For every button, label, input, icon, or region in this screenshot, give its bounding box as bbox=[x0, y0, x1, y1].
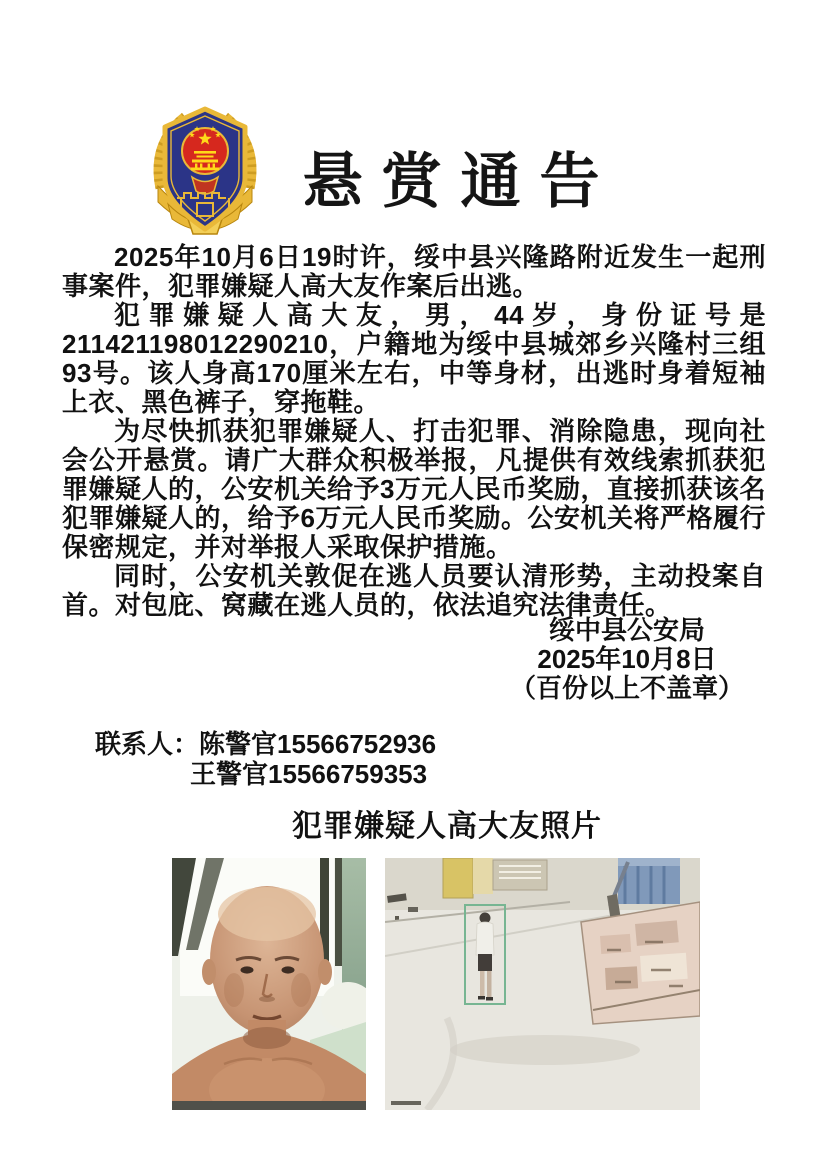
police-badge-icon bbox=[148, 106, 262, 235]
surveillance-photo bbox=[385, 858, 700, 1110]
signature-block bbox=[510, 616, 744, 703]
contact-block bbox=[95, 729, 436, 789]
contact-name-1: 陈警官 bbox=[199, 729, 278, 759]
contact-label: 联系人： bbox=[95, 729, 200, 759]
suspect-photos bbox=[172, 858, 700, 1110]
stamp-note: （百份以上不盖章） bbox=[509, 673, 744, 703]
photos-caption: 犯罪嫌疑人高大友照片 bbox=[292, 810, 602, 843]
notice-title: 悬 赏 通 告 bbox=[302, 149, 602, 215]
suspect-portrait-photo bbox=[172, 858, 366, 1110]
notice-body bbox=[62, 243, 766, 620]
issuing-agency: 绥中县公安局 bbox=[548, 615, 705, 645]
contact-phone-2: 15566759353 bbox=[268, 759, 428, 789]
issue-date: 2025年10月8日 bbox=[537, 644, 717, 674]
contact-name-2: 王警官 bbox=[190, 759, 269, 789]
notice-paragraph-incident: 2025年10月6日19时许，绥中县兴隆路附近发生一起刑事案件，犯罪嫌疑人高大友作案后出逃。 bbox=[62, 242, 766, 301]
notice-paragraph-warning: 同时，公安机关敦促在逃人员要认清形势，主动投案自首。对包庇、窝藏在逃人员的，依法追究法律责任。 bbox=[62, 561, 766, 620]
contact-phone-1: 15566752936 bbox=[277, 729, 437, 759]
contact-line-1 bbox=[95, 729, 436, 759]
notice-paragraph-reward: 为尽快抓获犯罪嫌疑人、打击犯罪、消除隐患，现向社会公开悬赏。请广大群众积极举报，凡提供有效线索抓获犯罪嫌疑人的，公安机关给予3万元人民币奖励，直接抓获该名犯罪嫌疑人的，给予6万元人民币奖励。公安机关将严格履行保密规定，并对举报人采取保护措施。 bbox=[62, 416, 766, 562]
notice-paragraph-suspect-info: 犯罪嫌疑人高大友，男，44岁，身份证号是211421198012290210，户籍地为绥中县城郊乡兴隆村三组93号。该人身高170厘米左右，中等身材，出逃时身着短袖上衣、黑色裤子，穿拖鞋。 bbox=[62, 300, 766, 417]
contact-line-2 bbox=[95, 759, 436, 789]
